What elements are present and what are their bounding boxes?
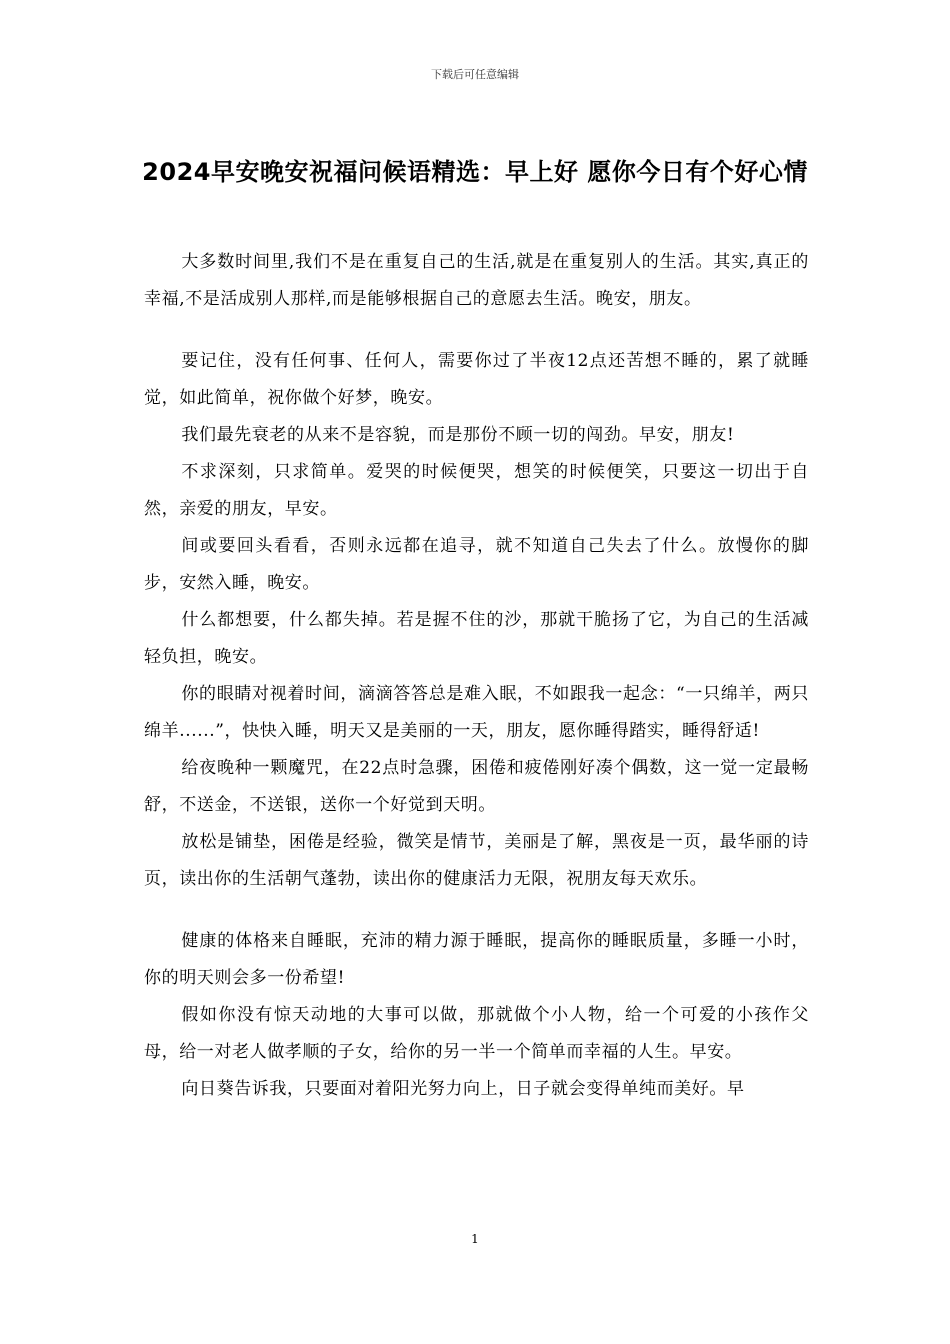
paragraph: 放松是铺垫，困倦是经验，微笑是情节，美丽是了解，黑夜是一页，最华丽的诗页，读出你的生活朝气蓬勃，读出你的健康活力无限，祝朋友每天欢乐。 xyxy=(144,832,809,889)
paragraph: 要记住，没有任何事、任何人，需要你过了半夜12点还苦想不睡的，累了就睡觉，如此简单，祝你做个好梦，晚安。 xyxy=(144,351,809,408)
paragraph: 间或要回头看看，否则永远都在追寻，就不知道自己失去了什么。放慢你的脚步，安然入睡，晚安。 xyxy=(144,536,809,593)
paragraph: 什么都想要，什么都失掉。若是握不住的沙，那就干脆扬了它，为自己的生活减轻负担，晚安。 xyxy=(144,610,809,667)
paragraph: 不求深刻，只求简单。爱哭的时候便哭，想笑的时候便笑，只要这一切出于自然，亲爱的朋友，早安。 xyxy=(144,462,809,519)
page-number: 1 xyxy=(471,1232,479,1246)
paragraph: 我们最先衰老的从来不是容貌，而是那份不顾一切的闯劲。早安，朋友! xyxy=(181,425,735,445)
document-title: 2024早安晚安祝福问候语精选：早上好 愿你今日有个好心情 xyxy=(142,158,808,186)
document-body xyxy=(144,244,809,1108)
paragraph: 假如你没有惊天动地的大事可以做，那就做个小人物，给一个可爱的小孩作父母，给一对老人做孝顺的子女，给你的另一半一个简单而幸福的人生。早安。 xyxy=(144,1005,809,1062)
paragraph: 你的眼睛对视着时间，滴滴答答总是难入眠，不如跟我一起念：“一只绵羊，两只绵羊......”，快快入睡，明天又是美丽的一天，朋友，愿你睡得踏实，睡得舒适! xyxy=(144,684,809,741)
paragraph: 向日葵告诉我，只要面对着阳光努力向上，日子就会变得单纯而美好。早 xyxy=(181,1079,745,1099)
paragraph: 大多数时间里,我们不是在重复自己的生活,就是在重复别人的生活。其实,真正的幸福,不是活成别人那样,而是能够根据自己的意愿去生活。晚安，朋友。 xyxy=(144,252,809,309)
header-note: 下载后可任意编辑 xyxy=(431,68,519,81)
paragraph: 健康的体格来自睡眠，充沛的精力源于睡眠，提高你的睡眠质量，多睡一小时，你的明天则会多一份希望! xyxy=(144,931,809,988)
paragraph: 给夜晚种一颗魔咒，在22点时急骤，困倦和疲倦刚好凑个偶数，这一觉一定最畅舒，不送金，不送银，送你一个好觉到天明。 xyxy=(144,758,809,815)
